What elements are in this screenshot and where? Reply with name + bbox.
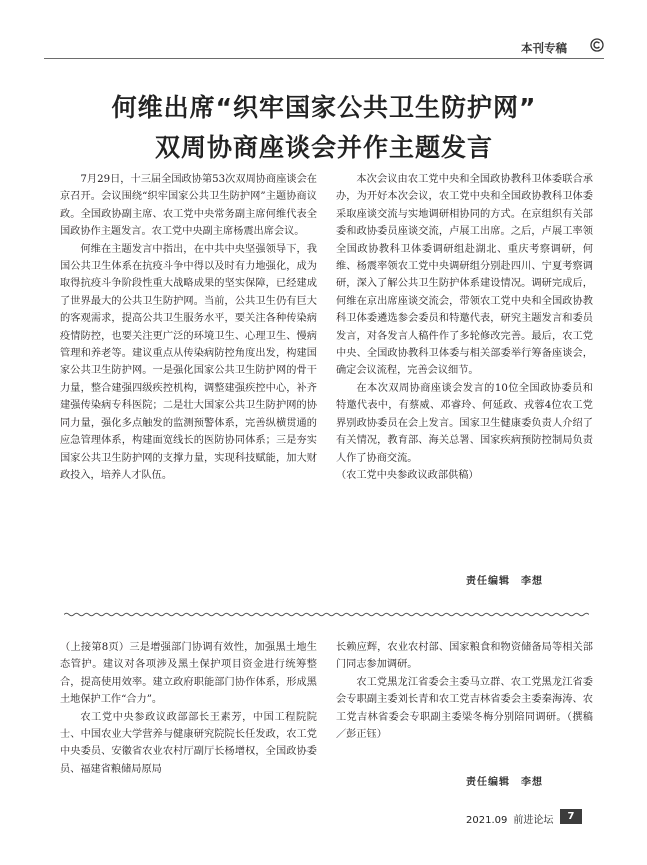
- header-rule: [44, 58, 604, 59]
- continued-paragraph: （上接第8页）三是增强部门协调有效性，加强黑土地生态管护。建议对各项涉及黑土保护项目资金进行统筹整合，提高使用效率。建立政府职能部门协作体系，形成黑土地保护工作“合力”。: [60, 642, 317, 706]
- issue-number: 2021.09: [466, 815, 508, 826]
- article-right-column: [336, 171, 593, 484]
- article-paragraph: 7月29日，十三届全国政协第53次双周协商座谈会在京召开。会议围绕“织牢国家公共卫生防护网”主题协商议政。全国政协副主席、农工党中央常务副主席何维代表全国政协作主题发言。农工党中央副主席杨震出席会议。: [60, 174, 317, 238]
- article-paragraph: 本次会议由农工党中央和全国政协教科卫体委联合承办，为开好本次会议，农工党中央和全国政协教科卫体委采取座谈交流与实地调研相协同的方式。在京组织有关部委和政协委员座谈交流，卢展工出席。之后，卢展工率领全国政协教科卫体委调研组赴湖北、重庆考察调研，何维、杨震率领农工党中央调研组分别赴四川、宁夏考察调研，深入了解公共卫生防护体系建设情况。调研完成后，何维在京出席座谈交流会，带领农工党中央和全国政协教科卫体委遴选参会委员和特邀代表，研究主题发言和委员发言，对各发言人稿件作了多轮修改完善。最后，农工党中央、全国政协教科卫体委与相关部委举行筹备座谈会，确定会议流程，完善会议细节。: [336, 174, 593, 377]
- magazine-name: 前进论坛: [513, 815, 554, 826]
- continued-left-column: [60, 639, 317, 778]
- continued-editor-credit: 责任编辑 李想: [466, 777, 543, 788]
- article-source: （农工党中央参政议政部供稿）: [336, 469, 479, 481]
- article-title-line-1: 何维出席“织牢国家公共卫生防护网”: [111, 93, 537, 122]
- continued-paragraph: 农工党中央参政议政部部长王素芳，中国工程院院士、中国农业大学营养与健康研究院院长任发政，农工党中央委员、安徽省农业农村厅副厅长杨增权，全国政协委员、福建省粮储局原局: [60, 711, 317, 775]
- article-title-line-2: 双周协商座谈会并作主题发言: [154, 133, 493, 162]
- article-paragraph: 何维在主题发言中指出，在中共中央坚强领导下，我国公共卫生体系在抗疫斗争中得以及时有力地强化，成为取得抗疫斗争阶段性重大战略成果的坚实保障，已经建成了世界最大的公共卫生防护网。当前，公共卫生仍有巨大的客观需求，提高公共卫生服务水平，要关注各种传染病疫情防控，也要关注更广泛的环境卫生、心理卫生、慢病管理和养老等。建议重点从传染病防控角度出发，构建国家公共卫生防护网。一是强化国家公共卫生防护网的骨干力量，整合建强四级疾控机构，调整建强疾控中心，补齐建强传染病专科医院；二是壮大国家公共卫生防护网的协同力量，强化多点触发的监测预警体系，完善纵横贯通的应急管理体系，构建面宽线长的医防协同体系；三是夯实国家公共卫生防护网的支撑力量，实现科技赋能，加大财政投入，培养人才队伍。: [60, 243, 317, 481]
- page-footer: [466, 811, 553, 826]
- continued-right-column: [336, 639, 593, 743]
- column-logo-icon: [590, 38, 604, 52]
- page-number: 7: [560, 809, 582, 824]
- section-divider: [64, 612, 589, 617]
- article-left-column: [60, 171, 317, 484]
- continued-paragraph: 农工党黑龙江省委会主委马立群、农工党黑龙江省委会专职副主委刘长青和农工党吉林省委会主委秦海涛、农工党吉林省委会专职副主委梁冬梅分别陪同调研。（撰稿／彭正钰）: [336, 676, 593, 741]
- article-paragraph: 在本次双周协商座谈会发言的10位全国政协委员和特邀代表中，有蔡威、邓睿玲、何延政、戎蓉4位农工党界别政协委员在会上发言。国家卫生健康委负责人介绍了有关情况，教育部、海关总署、国家疾病预防控制局负责人作了协商交流。: [336, 382, 593, 464]
- article-editor-credit: 责任编辑 李想: [466, 576, 543, 587]
- continued-paragraph: 长赖应辉，农业农村部、国家粮食和物资储备局等相关部门同志参加调研。: [336, 642, 593, 671]
- column-name: 本刊专稿: [521, 41, 567, 55]
